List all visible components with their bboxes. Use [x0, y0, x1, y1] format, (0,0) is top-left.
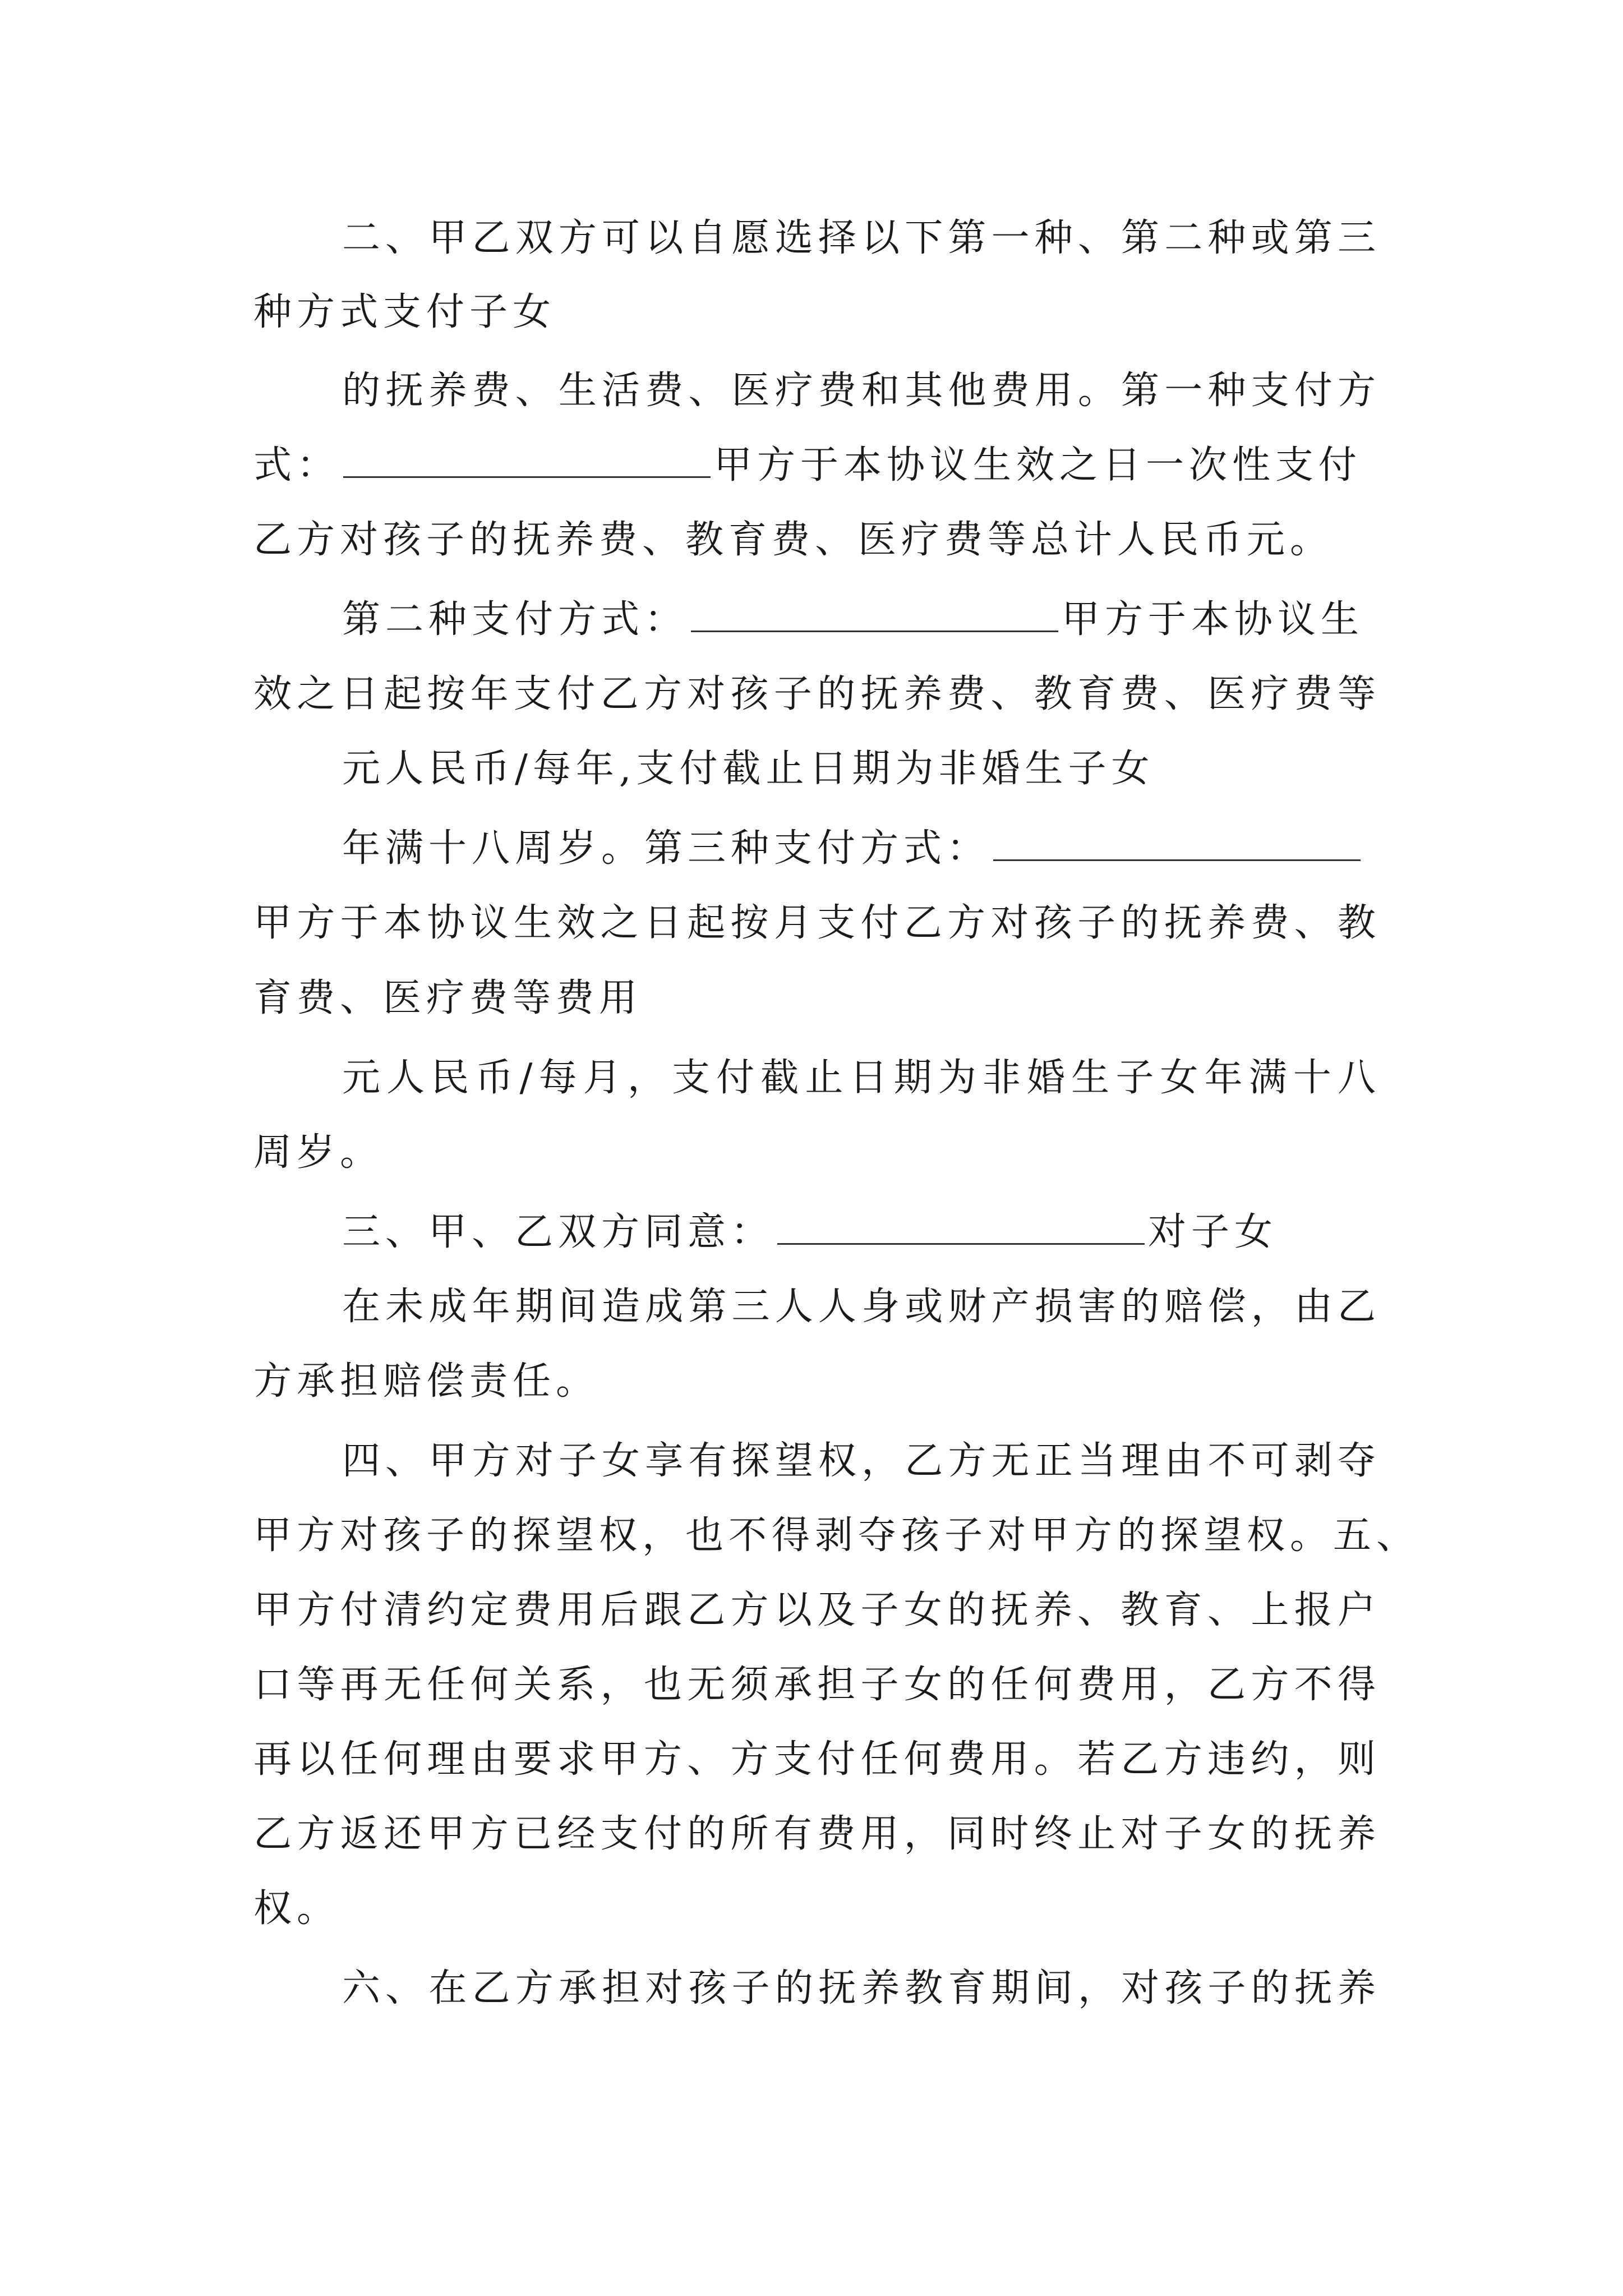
text-segment: 的抚养费、生活费、医疗费和其他费用。第一种支付方: [342, 369, 1381, 413]
text-segment: 在未成年期间造成第三人人身或财产损害的赔偿，由乙: [342, 1285, 1381, 1329]
text-segment: 乙方返还甲方已经支付的所有费用，同时终止对子女的抚养: [253, 1812, 1381, 1856]
text-line: [253, 1729, 1381, 1791]
text-segment: 育费、医疗费等费用: [253, 976, 643, 1020]
text-segment: 元人民币/每年,支付截止日期为非婚生子女: [342, 747, 1155, 791]
text-segment: 元人民币/每月，支付截止日期为非婚生子女年满十八: [342, 1056, 1381, 1100]
text-segment: 甲方于本协议生: [1062, 597, 1364, 642]
blank-field[interactable]: [691, 597, 1058, 632]
text-segment: 对子女: [1148, 1210, 1278, 1254]
text-segment: 乙方对孩子的抚养费、教育费、医疗费等总计人民币元。: [253, 518, 1334, 562]
text-segment: 种方式支付子女: [253, 290, 556, 334]
text-line: [253, 1351, 1381, 1412]
text-line: [253, 1430, 1381, 1492]
text-line: [253, 664, 1381, 725]
text-segment: 二、甲乙双方可以自愿选择以下第一种、第二种或第三: [342, 216, 1381, 260]
text-line: [253, 1122, 1381, 1184]
text-segment: 年满十八周岁。第三种支付方式：: [342, 826, 990, 871]
text-line: [253, 589, 1381, 651]
text-line: [253, 892, 1381, 954]
text-line: [253, 968, 1381, 1029]
text-segment: 方承担赔偿责任。: [253, 1359, 600, 1404]
text-segment: 甲方付清约定费用后跟乙方以及子女的抚养、教育、上报户: [253, 1588, 1381, 1632]
text-line: [253, 1803, 1381, 1865]
text-line: [253, 818, 1381, 880]
text-segment: 四、甲方对子女享有探望权，乙方无正当理由不可剥夺: [342, 1439, 1381, 1483]
text-line: [253, 1580, 1381, 1641]
text-segment: 权。: [253, 1887, 340, 1931]
text-line: [253, 1505, 1420, 1567]
text-segment: 第二种支付方式：: [342, 597, 688, 642]
text-line: [253, 208, 1381, 269]
text-line: [253, 738, 1381, 800]
text-line: [253, 282, 1381, 343]
text-line: [253, 435, 1381, 496]
text-line: [253, 1202, 1381, 1263]
text-segment: 口等再无任何关系，也无须承担子女的任何费用，乙方不得: [253, 1663, 1381, 1707]
text-line: [253, 1958, 1381, 2019]
text-line: [253, 509, 1381, 571]
text-line: [253, 1878, 1381, 1940]
text-segment: 再以任何理由要求甲方、方支付任何费用。若乙方违约，则: [253, 1737, 1381, 1782]
text-line: [253, 360, 1381, 422]
text-segment: 三、甲、乙双方同意：: [342, 1210, 774, 1254]
text-segment: 甲方对孩子的探望权，也不得剥夺孩子对甲方的探望权。五、: [253, 1513, 1420, 1558]
text-line: [253, 1276, 1381, 1338]
text-segment: 六、在乙方承担对孩子的抚养教育期间，对孩子的抚养: [342, 1966, 1381, 2010]
text-segment: 周岁。: [253, 1130, 384, 1175]
text-segment: 甲方于本协议生效之日起按月支付乙方对孩子的抚养费、教: [253, 901, 1381, 945]
blank-field[interactable]: [993, 826, 1361, 861]
text-line: [253, 1047, 1381, 1109]
blank-field[interactable]: [777, 1209, 1145, 1245]
text-line: [253, 1654, 1381, 1716]
blank-field[interactable]: [343, 443, 711, 478]
text-segment: 式：: [253, 443, 340, 487]
text-segment: 甲方于本协议生效之日一次性支付: [714, 443, 1362, 487]
text-segment: 效之日起按年支付乙方对孩子的抚养费、教育费、医疗费等: [253, 672, 1381, 716]
